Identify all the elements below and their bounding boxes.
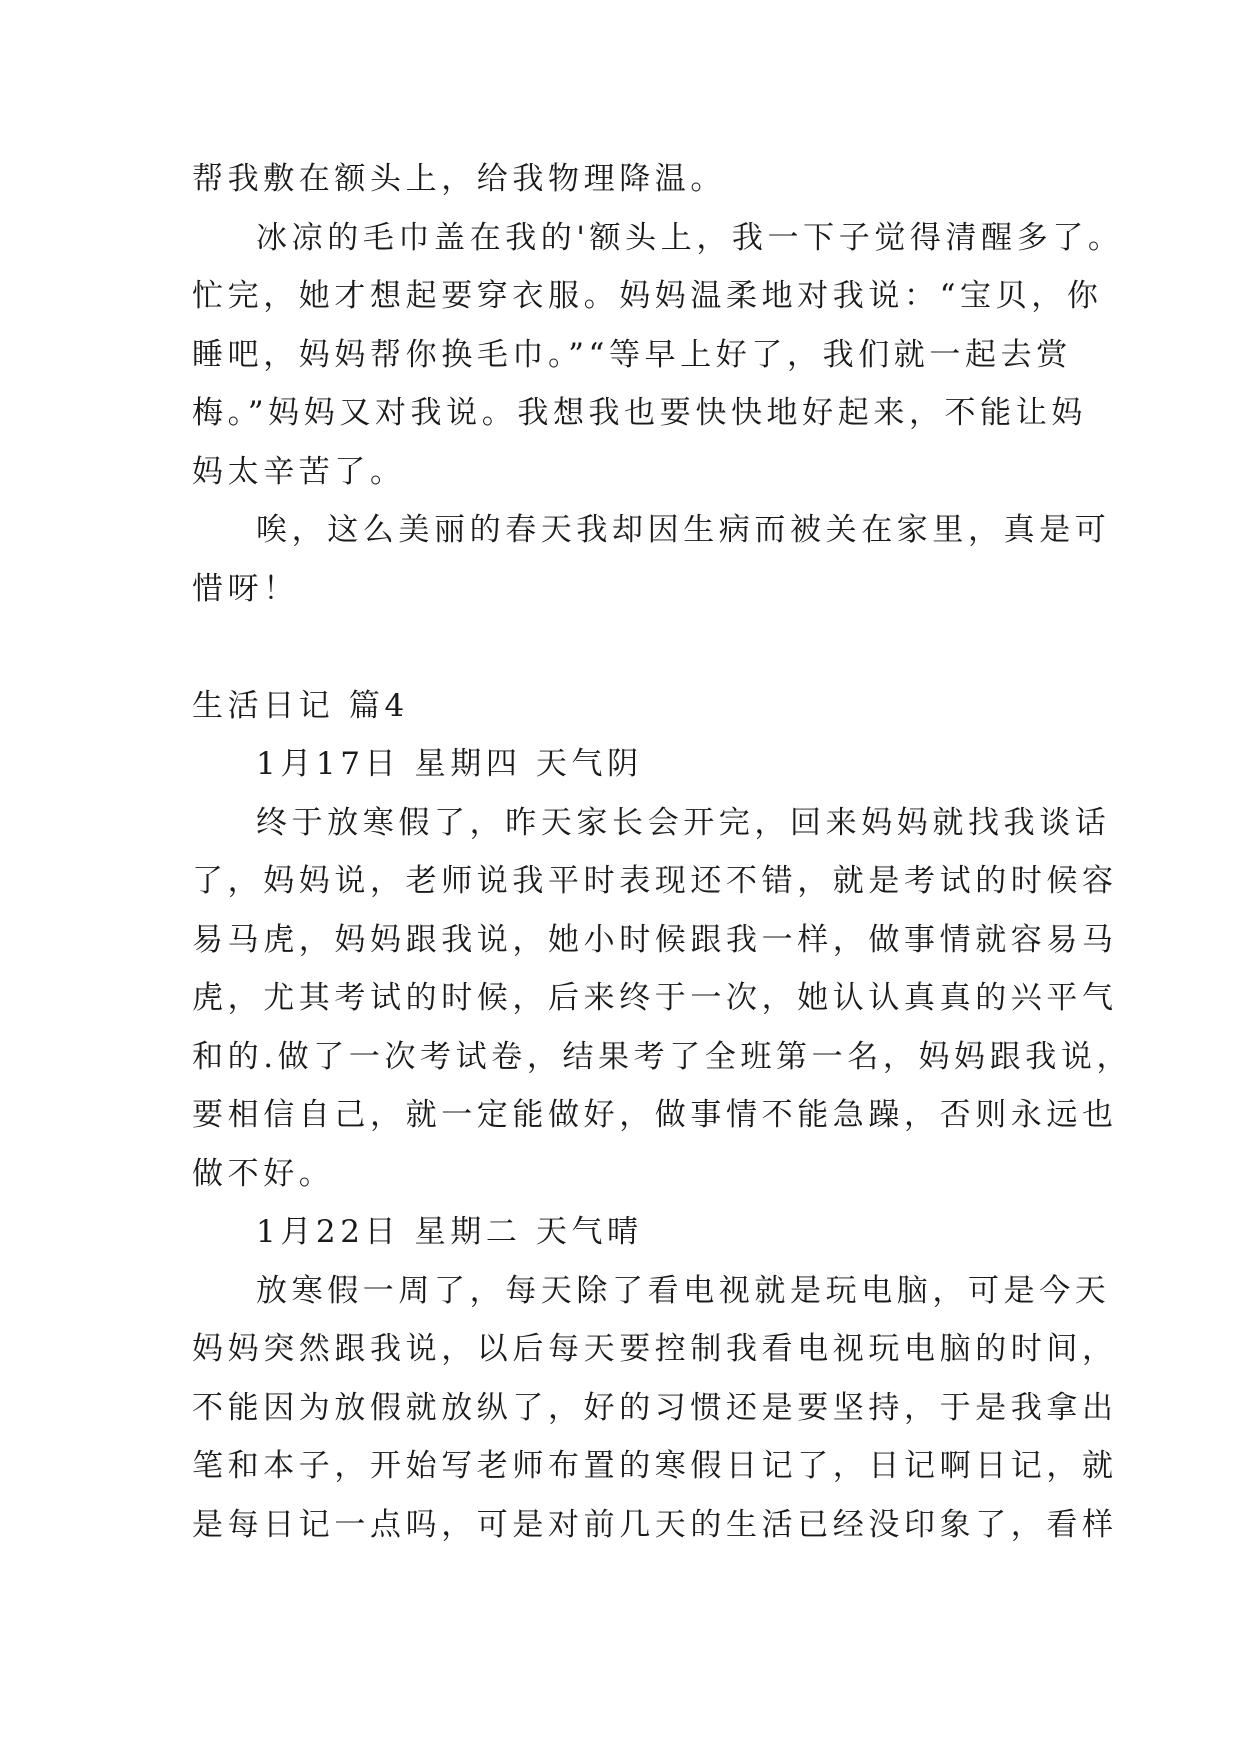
paragraph-line: 终于放寒假了，昨天家长会开完，回来妈妈就找我谈话 [256, 804, 1111, 841]
section-gap [192, 618, 1072, 677]
paragraph-line: 了，妈妈说，老师说我平时表现还不错，就是考试的时候容 [192, 863, 1118, 899]
paragraph-line: 做不好。 [192, 1155, 335, 1192]
section-title: 生活日记 篇4 [192, 687, 409, 724]
paragraph-line: 唉，这么美丽的春天我却因生病而被关在家里，真是可 [256, 512, 1111, 548]
paragraph-line: 惜呀！ [192, 570, 299, 607]
paragraph-line: 是每日记一点吗，可是对前几天的生活已经没印象了，看样 [192, 1506, 1118, 1543]
paragraph-line: 梅。”妈妈又对我说。我想我也要快快地好起来，不能让妈 [192, 395, 1087, 431]
paragraph-line: 忙完，她才想起要穿衣服。妈妈温柔地对我说：“宝贝，你 [192, 278, 1103, 314]
paragraph-line: 要相信自己，就一定能做好，做事情不能急躁，否则永远也 [192, 1097, 1118, 1133]
paragraph-line: 不能因为放假就放纵了，好的习惯还是要坚持，于是我拿出 [192, 1389, 1118, 1426]
paragraph-line: 易马虎，妈妈跟我说，她小时候跟我一样，做事情就容易马 [192, 921, 1118, 958]
paragraph-line: 笔和本子，开始写老师布置的寒假日记了，日记啊日记，就 [192, 1448, 1118, 1484]
paragraph-line: 睡吧，妈妈帮你换毛巾。”“等早上好了，我们就一起去赏 [192, 336, 1072, 373]
paragraph-line: 妈太辛苦了。 [192, 453, 406, 490]
entry-date: 1月17日 星期四 天气阴 [256, 746, 643, 782]
document-page [192, 150, 1133, 1554]
paragraph-line: 妈妈突然跟我说，以后每天要控制我看电视玩电脑的时间， [192, 1331, 1118, 1367]
paragraph-line: 虎，尤其考试的时候，后来终于一次，她认认真真的兴平气 [192, 980, 1118, 1016]
paragraph-line: 放寒假一周了，每天除了看电视就是玩电脑，可是今天 [256, 1272, 1111, 1309]
paragraph-line: 帮我敷在额头上，给我物理降温。 [192, 161, 726, 197]
paragraph-line: 和的.做了一次考试卷，结果考了全班第一名，妈妈跟我说， [192, 1038, 1133, 1075]
entry-date: 1月22日 星期二 天气晴 [256, 1214, 643, 1250]
paragraph-line: 冰凉的毛巾盖在我的'额头上，我一下子觉得清醒多了。 [256, 219, 1124, 256]
